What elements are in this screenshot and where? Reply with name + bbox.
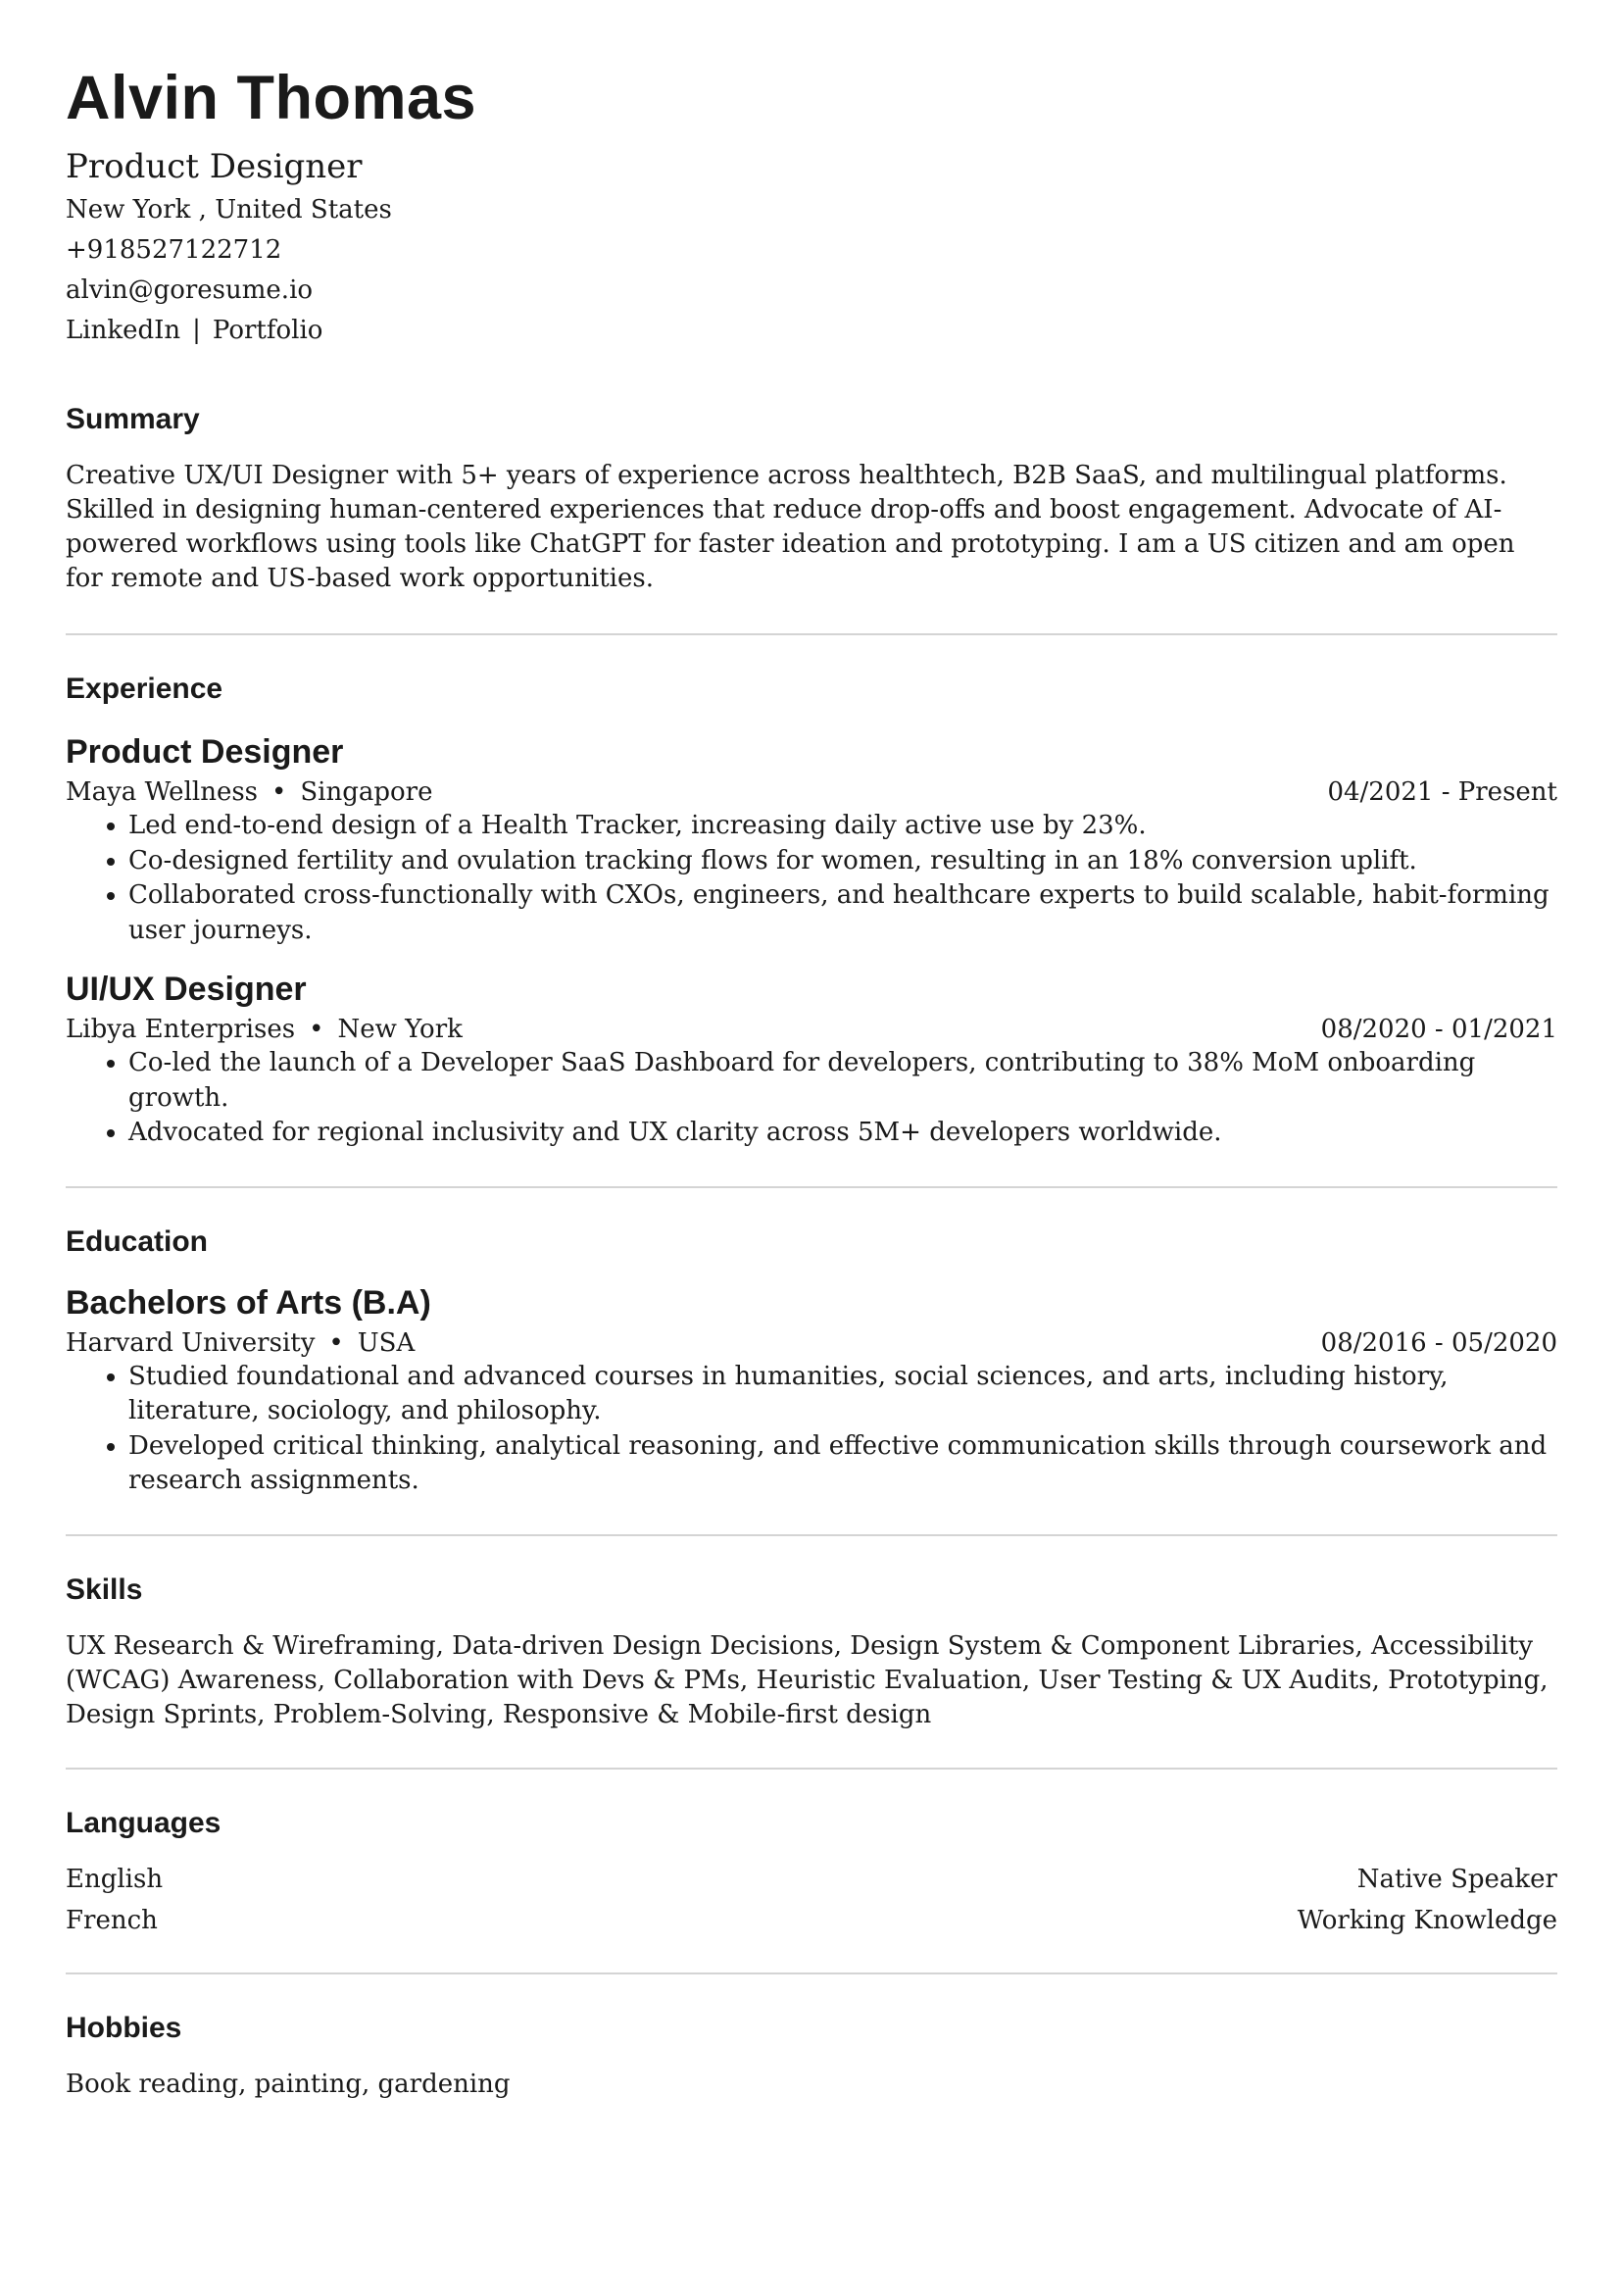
experience-heading: Experience [66, 673, 223, 705]
job-bullets [66, 809, 1557, 948]
school-name: Harvard University [66, 1327, 316, 1358]
language-name: French [66, 1905, 158, 1935]
candidate-title: Product Designer [66, 147, 363, 186]
education-dates: 08/2016 - 05/2020 [1320, 1327, 1557, 1358]
language-row [66, 1900, 1557, 1941]
list-item: • Co-designed fertility and ovulation tracking flows for women, resulting in an 18% conversion uplift. [128, 844, 1557, 879]
education-bullets [66, 1360, 1557, 1499]
company-name: Libya Enterprises [66, 1015, 296, 1044]
list-item: • Studied foundational and advanced courses in humanities, social sciences, and arts, including history, literature, sociology, and philosophy. [128, 1360, 1557, 1429]
list-item: • Advocated for regional inclusivity and UX clarity across 5M+ developers worldwide. [128, 1116, 1557, 1151]
email: alvin@goresume.io [66, 275, 314, 305]
experience-entry [66, 968, 1557, 1151]
job-location: Singapore [300, 777, 433, 807]
degree-title: Bachelors of Arts (B.A) [66, 1283, 431, 1322]
language-level: Working Knowledge [1297, 1905, 1557, 1935]
summary-text: Creative UX/UI Designer with 5+ years of experience across healthtech, B2B SaaS, and multilingual platforms. Skilled in designing human-centered experiences that reduce drop-offs and boost engagement. Advocate of AI-powered workflows using tools like ChatGPT for faster ideation and prototyping. I am a US citizen and am open for remote and US-based work opportunities. [66, 461, 1515, 593]
meta-separator: • [271, 777, 287, 807]
job-bullets [66, 1046, 1557, 1151]
language-level: Native Speaker [1356, 1864, 1557, 1894]
job-dates: 08/2020 - 01/2021 [1320, 1015, 1557, 1044]
school-location [66, 1326, 415, 1360]
experience-entry [66, 730, 1557, 948]
candidate-name: Alvin Thomas [66, 64, 477, 132]
meta-separator: • [328, 1327, 344, 1358]
list-item: • Collaborated cross-functionally with CXOs, engineers, and healthcare experts to build scalable, habit-forming user journeys. [128, 878, 1557, 948]
link-separator: | [192, 316, 201, 345]
meta-separator: • [309, 1015, 324, 1044]
portfolio-link[interactable]: Portfolio [212, 316, 323, 345]
phone: +918527122712 [66, 235, 282, 265]
summary-heading: Summary [66, 403, 200, 435]
list-item: • Developed critical thinking, analytical reasoning, and effective communication skills through coursework and research assignments. [128, 1429, 1557, 1499]
section-divider [66, 633, 1557, 635]
skills-heading: Skills [66, 1572, 143, 1606]
profile-links [66, 311, 1557, 351]
job-meta [66, 1013, 1557, 1046]
education-heading: Education [66, 1224, 209, 1258]
location: New York , United States [66, 195, 392, 225]
list-item: • Led end-to-end design of a Health Tracker, increasing daily active use by 23%. [128, 809, 1557, 844]
job-title: UI/UX Designer [66, 971, 307, 1008]
job-meta [66, 775, 1557, 809]
hobbies-heading: Hobbies [66, 2011, 182, 2044]
job-title: Product Designer [66, 733, 344, 771]
education-meta [66, 1326, 1557, 1360]
job-location: New York [337, 1015, 463, 1044]
section-divider [66, 1186, 1557, 1188]
skills-text: UX Research & Wireframing, Data-driven Design Decisions, Design System & Component Libraries, Accessibility (WCAG) Awareness, Collaboration with Devs & PMs, Heuristic Evaluation, User Testing & UX Audits, Prototyping, Design Sprints, Problem-Solving, Responsive & Mobile-first design [66, 1630, 1549, 1729]
company-location [66, 775, 433, 809]
languages-list [66, 1859, 1557, 1941]
section-divider [66, 1972, 1557, 1974]
hobbies-text: Book reading, painting, gardening [66, 2069, 511, 2099]
company-name: Maya Wellness [66, 777, 259, 807]
list-item: • Co-led the launch of a Developer SaaS Dashboard for developers, contributing to 38% MoM onboarding growth. [128, 1046, 1557, 1116]
language-name: English [66, 1864, 164, 1894]
section-divider [66, 1534, 1557, 1536]
section-divider [66, 1768, 1557, 1770]
language-row [66, 1859, 1557, 1900]
languages-heading: Languages [66, 1806, 221, 1839]
job-dates: 04/2021 - Present [1327, 777, 1557, 807]
school-location-text: USA [357, 1327, 416, 1358]
linkedin-link[interactable]: LinkedIn [66, 316, 181, 345]
education-entry [66, 1281, 1557, 1499]
company-location [66, 1013, 463, 1046]
